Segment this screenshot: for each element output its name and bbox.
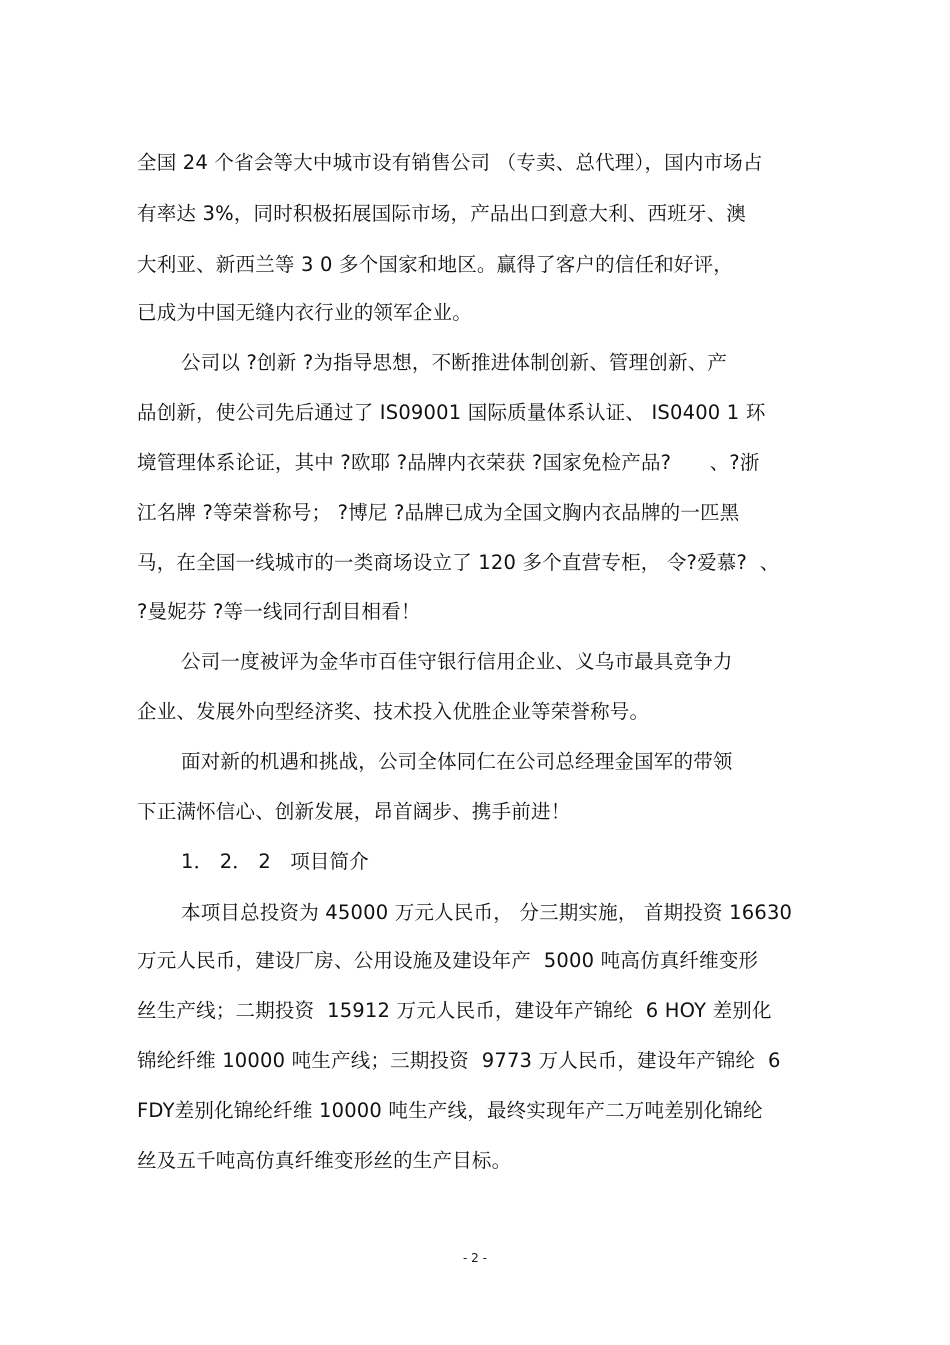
text-line: 江名牌 ?等荣誉称号； ?博尼 ?品牌已成为全国文胸内衣品牌的一匹黑 — [137, 501, 740, 524]
text-line: 已成为中国无缝内衣行业的领军企业。 — [137, 301, 472, 324]
text-line: 丝及五千吨高仿真纤维变形丝的生产目标。 — [137, 1149, 512, 1172]
text-line: 品创新，使公司先后通过了 IS09001 国际质量体系认证、 IS0400 1 环 — [137, 401, 766, 424]
text-line: 公司以 ?创新 ?为指导思想，不断推进体制创新、管理创新、产 — [181, 351, 728, 374]
text-line: FDY差别化锦纶纤维 10000 吨生产线，最终实现年产二万吨差别化锦纶 — [137, 1099, 763, 1122]
text-line: 全国 24 个省会等大中城市设有销售公司 （专卖、总代理），国内市场占 — [137, 151, 763, 174]
text-line: 下正满怀信心、创新发展，昂首阔步、携手前进！ — [137, 800, 571, 823]
text-line: 本项目总投资为 45000 万元人民币， 分三期实施， 首期投资 16630 — [181, 901, 793, 924]
text-line: 企业、发展外向型经济奖、技术投入优胜企业等荣誉称号。 — [137, 700, 650, 723]
text-line: 万元人民币，建设厂房、公用设施及建设年产 5000 吨高仿真纤维变形 — [137, 949, 759, 972]
text-line: 面对新的机遇和挑战，公司全体同仁在公司总经理金国军的带领 — [181, 750, 733, 773]
section-heading: 1． 2． 2 项目简介 — [181, 850, 370, 873]
text-line: 丝生产线；二期投资 15912 万元人民币，建设年产锦纶 6 HOY 差别化 — [137, 999, 772, 1022]
text-line: 大利亚、新西兰等 3 0 多个国家和地区。赢得了客户的信任和好评， — [137, 253, 734, 276]
page-number: - 2 - — [463, 1251, 487, 1265]
text-line: ?曼妮芬 ?等一线同行刮目相看！ — [137, 600, 421, 623]
text-line: 马，在全国一线城市的一类商场设立了 120 多个直营专柜， 令?爱慕? 、 — [137, 551, 780, 574]
text-line: 公司一度被评为金华市百佳守银行信用企业、义乌市最具竞争力 — [181, 650, 733, 673]
text-line: 锦纶纤维 10000 吨生产线；三期投资 9773 万人民币，建设年产锦纶 6 — [137, 1049, 781, 1072]
text-line: 有率达 3%，同时积极拓展国际市场，产品出口到意大利、西班牙、澳 — [137, 202, 747, 225]
text-line: 境管理体系论证，其中 ?欧耶 ?品牌内衣荣获 ?国家免检产品? 、?浙 — [137, 451, 760, 474]
